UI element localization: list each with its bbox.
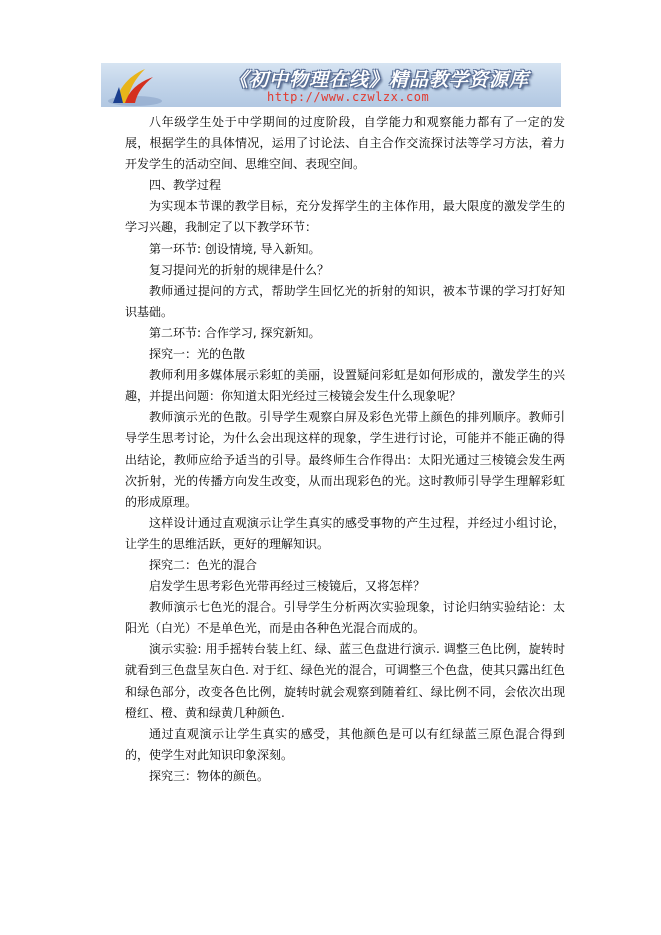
stage-two-heading: 第二环节: 合作学习, 探究新知。 [149,325,321,340]
paragraph-rainbow-intro: 教师利用多媒体展示彩虹的美丽，设置疑问彩虹是如何形成的，激发学生的兴趣，并提出问题：你知道太阳光经过三棱镜会发生什么现象呢？ [125,368,565,404]
paragraph-student-analysis: 八年级学生处于中学期间的过度阶段，自学能力和观察能力都有了一定的发展，根据学生的具体情况，运用了讨论法、自主合作交流探讨法等学习方法，着力开发学生的活动空间、思维空间、表现空间。 [125,115,565,172]
paragraph-dispersion-demo: 教师演示光的色散。引导学生观察白屏及彩色光带上颜色的排列顺序。教师引导学生思考讨论，为什么会出现这样的现象，学生进行讨论，可能并不能正确的得出结论，教师应给予适当的引导。最终师生合作得出：太阳光通过三棱镜会发生两次折射，光的传播方向发生改变，从而出现彩色的光。这时教师引导学生理解彩虹的形成原理。 [125,410,565,509]
paragraph-review-question: 复习提问光的折射的规律是什么？ [149,262,330,277]
paragraph-review-purpose: 教师通过提问的方式，帮助学生回忆光的折射的知识，被本节课的学习打好知识基础。 [125,283,565,319]
site-logo-icon [105,63,165,107]
inquiry-three-heading: 探究三：物体的颜色。 [149,768,270,783]
paragraph-experiment: 演示实验: 用手摇转台装上红、绿、蓝三色盘进行演示. 调整三色比例，旋转时就看到三色盘呈灰白色. 对于红、绿色光的混合，可调整三个色盘，使其只露出红色和绿色部分，改变各色比例，旋转时就会观察到随着红、绿比例不同，会依次出现橙红、橙、黄和绿黄几种颜色. [125,642,565,720]
site-title: 《初中物理在线》精品教学资源库 [229,69,530,91]
paragraph-primary-colors: 通过直观演示让学生真实的感受，其他颜色是可以有红绿蓝三原色混合得到的，使学生对此知识印象深刻。 [125,726,565,762]
paragraph-design-rationale: 这样设计通过直观演示让学生真实的感受事物的产生过程，并经过小组讨论，让学生的思维活跃，更好的理解知识。 [125,515,565,551]
paragraph-teaching-goal: 为实现本节课的教学目标，充分发挥学生的主体作用，最大限度的激发学生的学习兴趣，我制定了以下教学环节： [125,199,565,235]
inquiry-one-heading: 探究一：光的色散 [149,347,246,362]
header-banner [101,63,561,107]
paragraph-mixing-question: 启发学生思考彩色光带再经过三棱镜后，又将怎样？ [149,579,426,594]
inquiry-two-heading: 探究二：色光的混合 [149,557,258,572]
site-url: http://www.czwlzx.com [267,90,430,104]
document-body [125,112,565,787]
section-heading-teaching-process: 四、教学过程 [149,178,222,193]
stage-one-heading: 第一环节: 创设情境, 导入新知。 [149,241,321,256]
paragraph-mixing-demo: 教师演示七色光的混合。引导学生分析两次实验现象，讨论归纳实验结论：太阳光（白光）不是单色光，而是由各种色光混合而成的。 [125,600,565,636]
